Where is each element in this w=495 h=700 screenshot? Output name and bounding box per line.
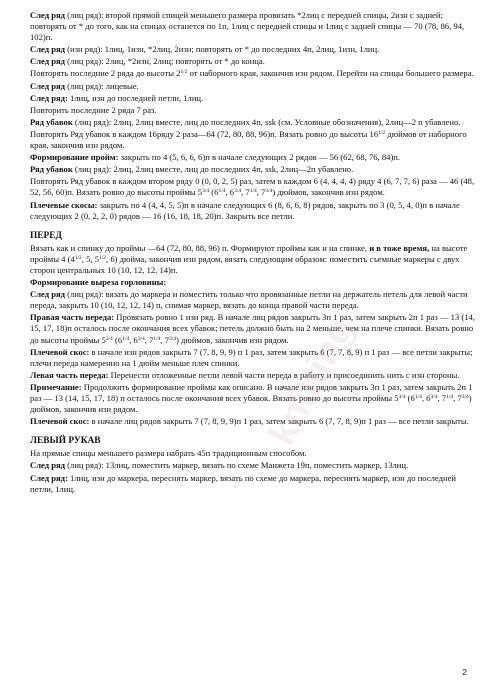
paragraph: На прямые спицы меньшего размера набрать 45п традиционным способом. [30, 448, 307, 459]
paragraph: След ряд (лиц ряд): 2лиц, *2изн, 2лиц; повторять от * до конца. [30, 56, 265, 67]
paragraph: След ряд (лиц ряд): лицевые. [30, 80, 139, 91]
document-body [30, 10, 477, 495]
paragraph: След ряд (лиц ряд): 13лиц, поместить маркер, вязать по схеме Манжета 19п, поместить маркер, 13лиц. [30, 460, 409, 471]
watermark-text: knitting [260, 311, 363, 453]
paragraph: Примечание: Продолжить формирование проймы как описано. В начале изн рядов закрыть 3п 1 раз, затем закрыть 2п 1 раз — 13 (14, 15, 17, 18) п осталось после окончания всех убавок. Вязать ровно до высоты проймы $5^{3/4}$ ($6^{1/4}$, $6^{3/4}$, $7^{1/4}$, $7^{3/4}$) дюймов, закончив изн рядом. [30, 381, 473, 415]
paragraph: Плечевой скос: в начале изн рядов закрыть 7 (7, 8, 9, 9) п 1 раз, затем закрыть 6 (7, 7, 8, 9) п 1 раз — все петли закрыты; плечи переда намеренно на 1 дюйм меньше плеч спинки. [30, 346, 473, 368]
section-heading: ПЕРЕД [30, 230, 62, 241]
paragraph: Левая часть переда: Перенести отложенные петли левой части переда в работу и присоединить нить с изн стороны. [30, 369, 460, 380]
paragraph: Формирование выреза горловины: [30, 277, 167, 288]
paragraph: След ряд (лиц ряд): вязать до маркера и поместить только что провязанные петли на держатель петель для левой части переда, закрыть 10 (10, 12, 12, 14) п, снимая маркер, вязать до конца правой части переда. [30, 289, 468, 311]
paragraph: Правая часть переда: Провязать ровно 1 изн ряд. В начале лиц рядов закрыть 3п 1 раз, затем закрыть 2п 1 раз — 13 (14, 15, 17, 18)п осталось после окончания всех убавок; петель должно быть на 2 меньше, чем на плече спинки. Вязать ровно до высоты проймы $5^{3/4}$ ($6^{1/4}$, $6^{3/4}$, $7^{1/4}$, $7^{3/4}$) дюймов, закончив изн рядом. [30, 312, 475, 345]
paragraph: Ряд убавок (лиц ряд): 2лиц, 2лиц вместе, лиц до последних 4п, ssk (см. Условные обозначения), 2лиц—2 п убавлено. [30, 116, 461, 127]
paragraph: Ряд убавок (лиц ряд): 2лиц, 2лиц вместе, лиц до последних 4п, ssk, 2лиц—2п убавлено. [30, 164, 354, 175]
paragraph: След ряд (лиц ряд): второй прямой спицей меньшего размера провязать *2лиц с передней спицы, 2изн с задней; повторять от * до того, как на спицах останется по 1п, 1лиц с передней спицы и 1лиц с задней спицы — 70 (78, 86, 94, 102)п. [30, 10, 465, 43]
paragraph: След ряд: 1лиц, изн до последней петли, 1лиц. [30, 92, 204, 103]
section-heading: ЛЕВЫЙ РУКАВ [30, 436, 101, 447]
paragraph: Вязать как и спинку до проймы —64 (72, 80, 88, 96) п. Формируют проймы как и на спинке, и в тоже время, на высоте проймы 4 ($4^{1/2}$, 5, $5^{1/2}$, 6) дюйма, закончив изн рядом, вязать следующим образом: поместить съемные маркеры с двух сторон центральных 10 (10, 12, 12, 14)п. [30, 242, 468, 275]
paragraph: Плечевой скос: в начале лиц рядов закрыть 7 (7, 8, 9, 9)п 1 раз, затем закрыть 6 (7, 7, 8, 9)п 1 раз — все петли закрыты. [30, 416, 469, 427]
paragraph: След ряд: 1лиц, изн до маркера, переснять маркер, вязать по схеме до маркера, переснять маркер, изн до последней петли, 1лиц. [30, 472, 457, 494]
page-number: 2 [462, 666, 467, 677]
paragraph: Повторять Ряд убавок в каждом 16ряду 2 раза—64 (72, 80, 88, 96)п. Вязать ровно до высоты $16^{1/2}$ дюймов от наборного края, закончив изн рядом. [30, 128, 467, 151]
paragraph: Повторять последние 2 ряда до высоты $2^{1/2}$ от наборного края, закончив изн рядом. Перейти на спицы большего размера. [30, 68, 474, 79]
paragraph: Повторять Ряд убавок в каждом втором ряду 0 (0, 0, 2, 5) раз, затем в каждом 6 (4, 4, 4, 4) ряду 4 (6, 7, 7, 6) раза — 46 (48, 52, 56, 60)п. Вязать ровно до высоты проймы $5^{3/4}$ ($6^{1/4}$, $6^{3/4}$, $7^{1/4}$, $7^{3/4}$) дюймов, закончив изн рядом. [30, 176, 475, 198]
paragraph: Плечевые скосы: закрыть по 4 (4, 4, 5, 5)п в начале следующих 6 (8, 6, 6, 8) рядов, закрыть по 3 (0, 5, 4, 0)п в начале следующих 2 (0, 2, 2, 0) рядов — 16 (16, 18, 18, 20)п. Закрыть все петли. [30, 199, 460, 221]
paragraph: Повторить последние 2 ряда 7 раз. [30, 104, 157, 115]
paragraph: След ряд (изн ряд): 1лиц, 1изн, *2лиц, 2изн; повторять от * до последних 4п, 2лиц, 1изн, 1лиц. [30, 44, 380, 55]
paragraph: Формирование пройм: закрыть по 4 (5, 6, 6, 6)п в начале следующих 2 рядов — 56 (62, 68, 76, 84)п. [30, 152, 401, 163]
